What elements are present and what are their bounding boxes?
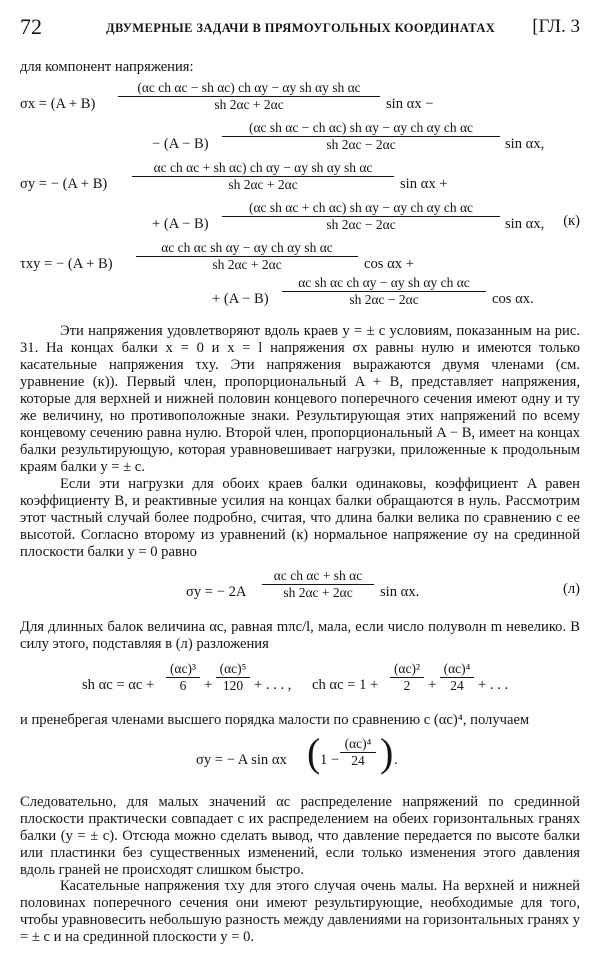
eq-l-tail: sin αx. (380, 584, 420, 600)
series-ch-lhs: ch αc = 1 + (312, 677, 379, 693)
eq-final-lhs: σy = − A sin αx (196, 752, 287, 768)
series-fraction-3 (390, 661, 424, 694)
series-fraction-2 (216, 661, 250, 694)
eq-final-numerator: (αc)⁴ (340, 736, 376, 753)
paragraph-4 (20, 712, 580, 729)
sigma-x-tail-1: sin αx − (386, 96, 434, 112)
tau-xy-lead-2: + (A − B) (212, 291, 269, 307)
series-fraction-4-num: (αc)⁴ (440, 661, 474, 678)
page-number: 72 (20, 14, 42, 39)
sigma-y-numerator-2: (αc sh αc + ch αc) sh αy − αy ch αy ch αc (222, 200, 500, 217)
sigma-x-denominator-1: sh 2αc + 2αc (214, 97, 284, 112)
sigma-y-numerator-1: αc ch αc + sh αc) ch αy − αy sh αy sh αc (132, 160, 394, 177)
paragraph-5 (20, 794, 580, 879)
page-header (20, 14, 580, 44)
sigma-x-numerator-2: (αc sh αc − ch αc) sh αy − αy ch αy ch αc (222, 120, 500, 137)
series-sh-lhs: sh αc = αc + (82, 677, 155, 693)
series-fraction-3-num: (αc)² (390, 661, 424, 678)
tau-xy-denominator-2: sh 2αc − 2αc (349, 292, 419, 307)
paragraph-1-text: Эти напряжения удовлетворяют вдоль краев y = ± c условиям, показанным на рис. 31. На концах балки x = 0 и x = l напряжения σx равны нулю и имеются только касательные напряжения τxy. Эти напряжения выражаются двумя членами (см. уравнение (к)). Первый член, пропорциональный A + B, представляет напряжения, которые для верхней и нижней половин концевого поперечного сечения имеют одну и ту же величину, но противоположные знаки. Результирующая этих напряжений по всему концевому сечению равна нулю. Второй член, пропорциональный A − B, имеет на концах балки результирующую, которая уравновешивает нагрузки, приложенные к продольным краям балки y = ± c. (20, 323, 580, 475)
sigma-y-lead-2: + (A − B) (152, 216, 209, 232)
sigma-x-denominator-2: sh 2αc − 2αc (326, 137, 396, 152)
series-fraction-4-den: 24 (450, 678, 464, 693)
eq-l-denominator: sh 2αc + 2αc (283, 585, 353, 600)
sigma-x-lhs: σx = (A + B) (20, 96, 96, 112)
series-fraction-3-den: 2 (403, 678, 411, 693)
tau-xy-fraction-2 (282, 275, 486, 308)
sigma-x-fraction-2 (222, 120, 500, 153)
paragraph-1 (20, 323, 580, 476)
eq-final-denominator: 24 (351, 753, 365, 768)
tau-xy-denominator-1: sh 2αc + 2αc (212, 257, 282, 272)
right-paren: ) (380, 730, 394, 775)
tau-xy-numerator-2: αc sh αc ch αy − αy sh αy ch αc (282, 275, 486, 292)
sigma-x-fraction-1 (118, 80, 380, 113)
tau-xy-fraction-1 (136, 240, 358, 273)
paragraph-2-text: Если эти нагрузки для обоих краев балки одинаковы, коэффициент A равен коэффициенту B, и реактивные усилия на концах балки обращаются в нуль. Рассмотрим этот частный случай более подробно, считая, что длина балки велика по сравнению с ее высотой. Согласно второму из уравнений (к) нормальное напряжение σy на срединной плоскости балки y = 0 равно (20, 476, 580, 560)
series-fraction-4 (440, 661, 474, 694)
sigma-y-denominator-2: sh 2αc − 2αc (326, 217, 396, 232)
eq-final-one: 1 − (320, 752, 340, 768)
series-fraction-2-den: 120 (222, 678, 244, 693)
series-fraction-1-num: (αc)³ (166, 661, 200, 678)
paragraph-6 (20, 878, 580, 946)
paragraph-5-text: Следовательно, для малых значений αc распределение напряжений по срединной плоскости практически совпадает с их распределением на обеих горизонтальных гранях балки (y = ± c). Отсюда можно сделать вывод, что давление передается по высоте балки или пластинки без существенных изменений, если только изменения этого давления вдоль граней не происходят слишком быстро. (20, 794, 580, 878)
eq-final-end: . (394, 752, 398, 768)
running-title: ДВУМЕРНЫЕ ЗАДАЧИ В ПРЯМОУГОЛЬНЫХ КООРДИНАТАХ (106, 21, 496, 35)
sigma-y-tail-1: sin αx + (400, 176, 448, 192)
sigma-y-lhs: σy = − (A + B) (20, 176, 108, 192)
sigma-x-numerator-1: (αc ch αc − sh αc) ch αy − αy sh αy sh αc (118, 80, 380, 97)
intro-line: для компонент напряжения: (20, 59, 194, 75)
tau-xy-lhs: τxy = − (A + B) (20, 256, 113, 272)
paragraph-3 (20, 619, 580, 653)
eq-final-fraction (340, 736, 376, 769)
tau-xy-tail-2: cos αx. (492, 291, 534, 307)
eq-l-lhs: σy = − 2A (186, 584, 247, 600)
sigma-x-lead-2: − (A − B) (152, 136, 209, 152)
series-dots-2: + . . . (478, 677, 509, 693)
series-dots-1: + . . . , (254, 677, 292, 693)
tau-xy-numerator-1: αc ch αc sh αy − αy ch αy sh αc (136, 240, 358, 257)
eq-l-fraction (262, 568, 374, 601)
equation-label-k: (к) (563, 213, 580, 229)
series-fraction-1 (166, 661, 200, 694)
paragraph-2 (20, 476, 580, 561)
sigma-y-fraction-1 (132, 160, 394, 193)
chapter-label: [ГЛ. 3 (532, 16, 580, 37)
series-fraction-2-num: (αc)⁵ (216, 661, 250, 678)
sigma-y-denominator-1: sh 2αc + 2αc (228, 177, 298, 192)
series-plus-2: + (428, 677, 437, 693)
paragraph-6-text: Касательные напряжения τxy для этого случая очень малы. На верхней и нижней половинах поперечного сечения они имеют результирующие, необходимые для того, чтобы уравновесить небольшую разность между давлениями на горизонтальных гранях y = ± c и на срединной плоскости y = 0. (20, 878, 580, 945)
sigma-y-tail-2: sin αx, (505, 216, 545, 232)
eq-l-numerator: αc ch αc + sh αc (262, 568, 374, 585)
paragraph-4-text: и пренебрегая членами высшего порядка малости по сравнению с (αc)⁴, получаем (20, 712, 530, 728)
paragraph-3-text: Для длинных балок величина αc, равная mπc/l, мала, если число полуволн m невелико. В силу этого, подставляя в (л) разложения (20, 619, 580, 652)
series-plus-1: + (204, 677, 213, 693)
sigma-y-fraction-2 (222, 200, 500, 233)
series-fraction-1-den: 6 (179, 678, 187, 693)
sigma-x-tail-2: sin αx, (505, 136, 545, 152)
left-paren: ( (307, 730, 321, 775)
tau-xy-tail-1: cos αx + (364, 256, 414, 272)
equation-label-l: (л) (562, 581, 580, 597)
